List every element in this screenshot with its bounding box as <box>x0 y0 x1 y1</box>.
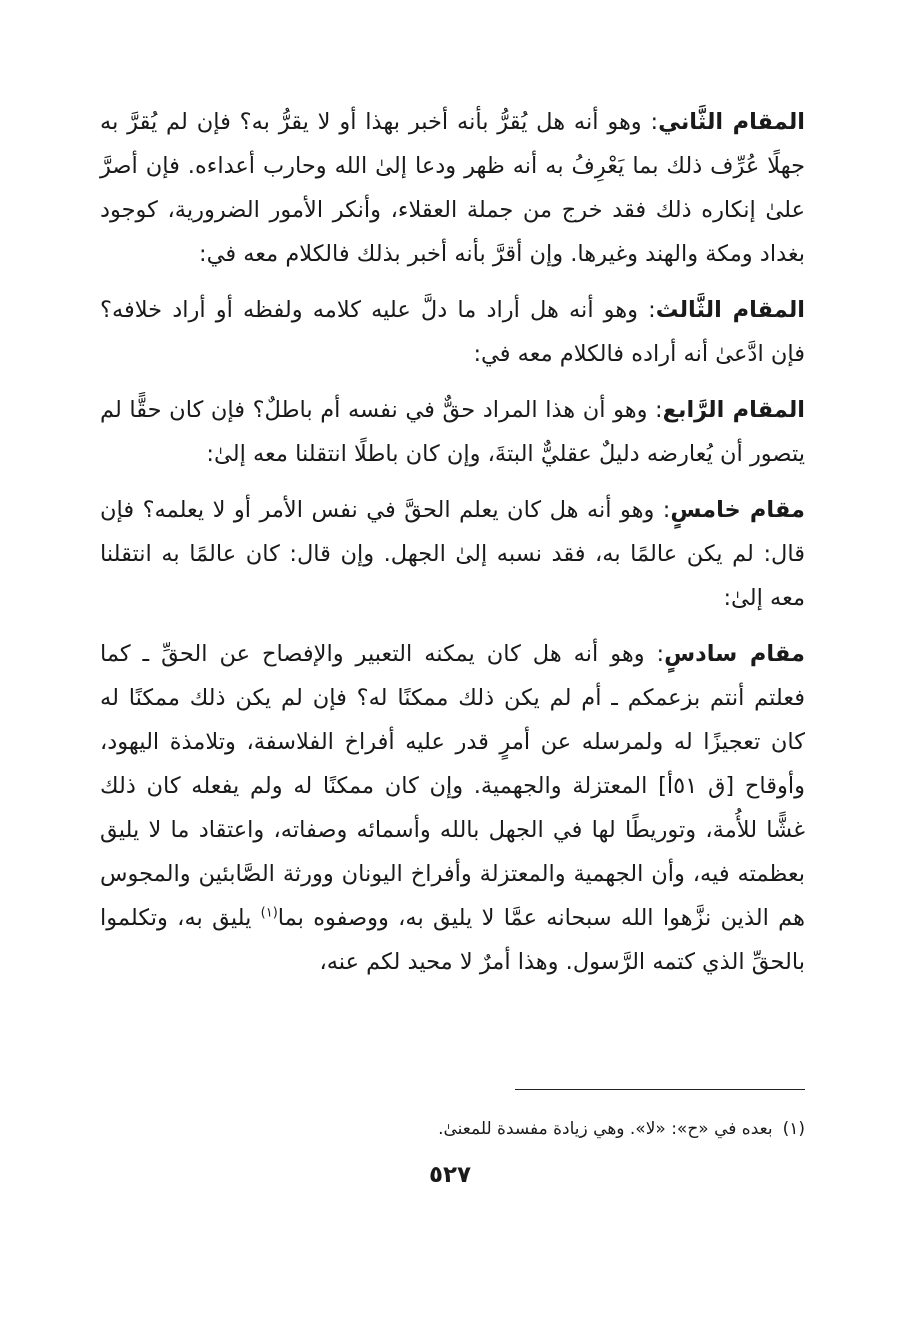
paragraph-heading: المقام الرَّابع <box>662 397 806 423</box>
paragraph-heading: مقام خامسٍ <box>670 497 805 523</box>
paragraph-body: : وهو أن هذا المراد حقٌّ في نفسه أم باطلٌ؟ فإن كان حقًّا لم يتصور أن يُعارضه دليلٌ عقليٌّ البتةَ، وإن كان باطلًا انتقلنا معه إلىٰ: <box>100 397 805 467</box>
paragraph-fourth-station <box>100 388 805 476</box>
footnote-separator <box>515 1089 805 1090</box>
paragraph-heading: المقام الثَّالث <box>655 297 805 323</box>
footnote-number: (١) <box>782 1119 805 1139</box>
paragraph-body: : وهو أنه هل يُقرُّ بأنه أخبر بهذا أو لا يقرُّ به؟ فإن لم يُقرَّ به جهلًا عُرِّف ذلك بما يَعْرِفُ به أنه ظهر ودعا إلىٰ الله وحارب أعداءه. فإن أصرَّ علىٰ إنكاره ذلك فقد خرج من جملة العقلاء، وأنكر الأمور الضرورية، كوجود بغداد ومكة والهند وغيرها. وإن أقرَّ بأنه أخبر بذلك فالكلام معه في: <box>100 109 805 267</box>
paragraph-second-station <box>100 100 805 276</box>
paragraph-sixth-station <box>100 632 805 984</box>
paragraph-body: : وهو أنه هل كان يعلم الحقَّ في نفس الأمر أو لا يعلمه؟ فإن قال: لم يكن عالمًا به، فقد نسبه إلىٰ الجهل. وإن قال: كان عالمًا به انتقلنا معه إلىٰ: <box>100 497 805 611</box>
paragraph-body: : وهو أنه هل أراد ما دلَّ عليه كلامه ولفظه أو أراد خلافه؟ فإن ادَّعىٰ أنه أراده فالكلام معه في: <box>100 297 805 367</box>
paragraph-fifth-station <box>100 488 805 620</box>
paragraph-third-station <box>100 288 805 376</box>
footnote-text: بعده في «ح»: «لا». وهي زيادة مفسدة للمعنىٰ. <box>438 1119 773 1139</box>
footnote-reference[interactable]: (١) <box>260 905 278 921</box>
paragraph-body-continued: يليق به، وتكلموا بالحقِّ الذي كتمه الرَّسول. وهذا أمرٌ لا محيد لكم عنه، <box>100 905 805 975</box>
paragraph-body: : وهو أنه هل كان يمكنه التعبير والإفصاح عن الحقِّ ـ كما فعلتم أنتم بزعمكم ـ أم لم يكن ذلك ممكنًا له؟ فإن لم يكن ذلك ممكنًا له كان تعجيزًا له ولمرسله عن أمرٍ قدر عليه أفراخ الفلاسفة، وتلامذة اليهود، وأوقاح [ق ٥١أ] المعتزلة والجهمية. وإن كان ممكنًا له ولم يفعله كان ذلك غشًّا للأُمة، وتوريطًا لها في الجهل بالله وأسمائه وصفاته، واعتقاد ما لا يليق بعظمته فيه، وأن الجهمية والمعتزلة وأفراخ اليونان وورثة الصَّابئين والمجوس هم الذين نزَّهوا الله سبحانه عمَّا لا يليق به، ووصفوه بما <box>100 641 806 931</box>
paragraph-heading: المقام الثَّاني <box>658 109 805 135</box>
footnote <box>305 1116 805 1142</box>
page-number: ٥٢٧ <box>428 1162 472 1188</box>
main-text <box>100 100 805 996</box>
paragraph-heading: مقام سادسٍ <box>664 641 805 667</box>
